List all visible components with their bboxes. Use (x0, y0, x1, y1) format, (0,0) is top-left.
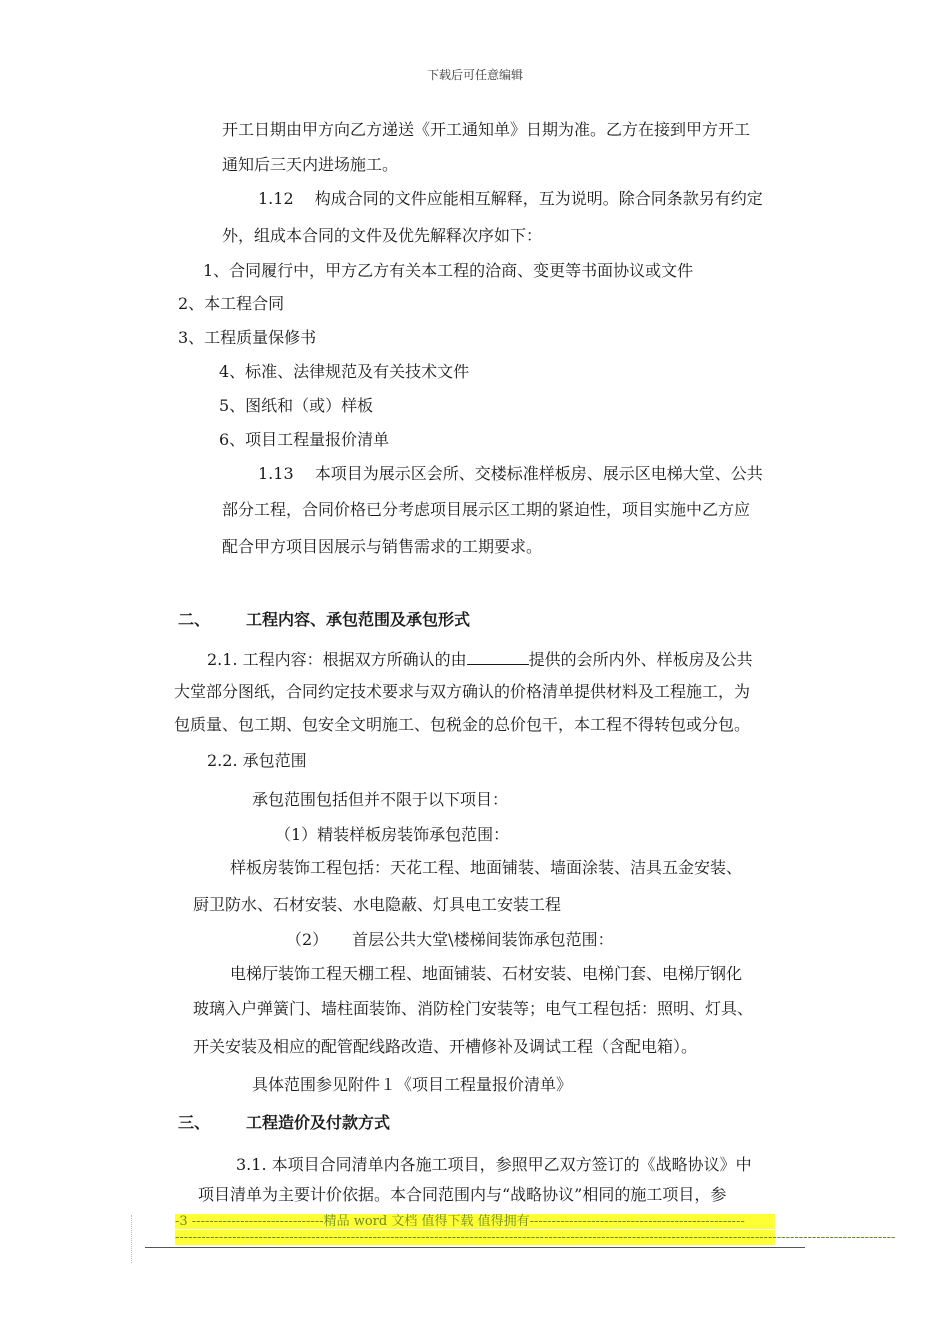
clause-3-1: 3.1. 本项目合同清单内各施工项目，参照甲乙双方签订的《战略协议》中 (236, 1155, 752, 1174)
clause-2-1-text: 2.1. 工程内容：根据双方所确认的由 (207, 650, 467, 669)
text-line: 大堂部分图纸，合同约定技术要求与双方确认的价格清单提供材料及工程施工，为 (174, 682, 751, 701)
clause-2-1-text-cont: 提供的会所内外、样板房及公共 (528, 650, 753, 669)
clause-2-2: 2.2. 承包范围 (207, 751, 307, 770)
footer-dashes: -------------------------------------------------------------------------------------------------------------------------------------------------------------------- (175, 1230, 896, 1245)
blank-field (467, 650, 529, 665)
sub-item-1: （1）精装样板房装饰承包范围： (275, 825, 510, 844)
list-item: 3、工程质量保修书 (178, 328, 317, 347)
sub-item-2: （2） 首层公共大堂\楼梯间装饰承包范围： (286, 930, 614, 949)
list-item: 1、合同履行中，甲方乙方有关本工程的洽商、变更等书面协议或文件 (203, 261, 694, 280)
text-line: 玻璃入户弹簧门、墙柱面装饰、消防栓门安装等；电气工程包括：照明、灯具、 (193, 999, 754, 1018)
page-header: 下载后可任意编辑 (426, 68, 523, 82)
footer-watermark: -3 ------------------------------精品 word 文档 值得下载 值得拥有------------------------------------------------- (175, 1214, 775, 1229)
text-line: 厨卫防水、石材安装、水电隐蔽、灯具电工安装工程 (193, 895, 562, 914)
text-line: 部分工程，合同价格已分考虑项目展示区工期的紧迫性，项目实施中乙方应 (222, 500, 751, 519)
margin-marker (131, 1215, 133, 1263)
clause-1-12: 1.12 构成合同的文件应能相互解释，互为说明。除合同条款另有约定 (258, 189, 763, 208)
section-2-title: 工程内容、承包范围及承包形式 (246, 610, 471, 629)
list-item: 6、项目工程量报价清单 (219, 430, 390, 449)
clause-2-1 (207, 650, 753, 670)
text-line: 通知后三天内进场施工。 (222, 155, 399, 174)
text-line: 外，组成本合同的文件及优先解释次序如下： (222, 226, 543, 245)
text-line: 具体范围参见附件１《项目工程量报价清单》 (252, 1075, 573, 1094)
clause-1-13: 1.13 本项目为展示区会所、交楼标准样板房、展示区电梯大堂、公共 (258, 464, 763, 483)
text-line: 承包范围包括但并不限于以下项目： (252, 790, 509, 809)
text-line: 电梯厅装饰工程天棚工程、地面铺装、石材安装、电梯门套、电梯厅钢化 (230, 964, 743, 983)
section-3-title: 工程造价及付款方式 (246, 1113, 391, 1132)
list-item: 2、本工程合同 (178, 294, 285, 313)
text-line: 样板房装饰工程包括：天花工程、地面铺装、墙面涂装、洁具五金安装、 (230, 858, 743, 877)
section-2-number: 二、 (178, 610, 211, 629)
text-line: 开工日期由甲方向乙方递送《开工通知单》日期为准。乙方在接到甲方开工 (222, 120, 751, 139)
section-3-number: 三、 (178, 1113, 211, 1132)
list-item: 5、图纸和（或）样板 (219, 396, 374, 415)
list-item: 4、标准、法律规范及有关技术文件 (219, 362, 470, 381)
bottom-rule (145, 1247, 805, 1248)
text-line: 项目清单为主要计价依据。本合同范围内与“战略协议”相同的施工项目，参 (198, 1185, 727, 1204)
text-line: 包质量、包工期、包安全文明施工、包税金的总价包干，本工程不得转包或分包。 (174, 715, 751, 734)
text-line: 开关安装及相应的配管配线路改造、开槽修补及调试工程（含配电箱）。 (193, 1037, 698, 1056)
text-line: 配合甲方项目因展示与销售需求的工期要求。 (222, 537, 543, 556)
